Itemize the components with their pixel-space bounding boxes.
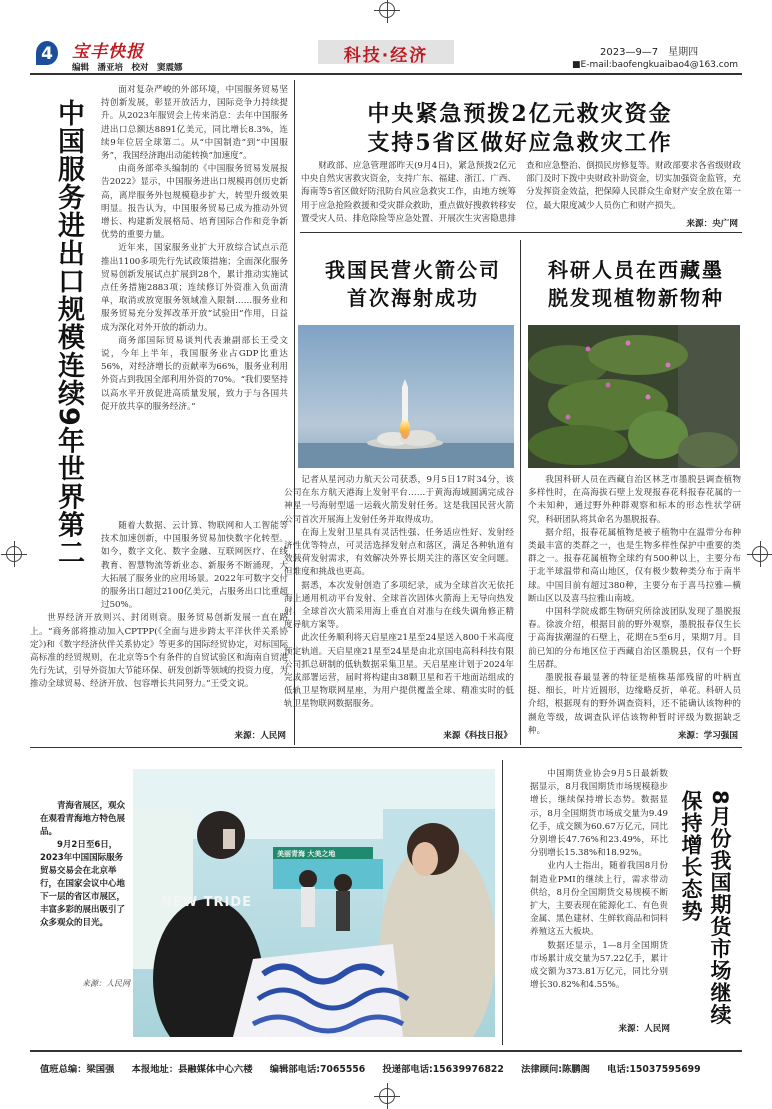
footer-item: 法律顾问:陈鹏阁 (521, 1064, 590, 1075)
registration-mark-bottom (379, 1088, 395, 1104)
footer-bar (40, 1061, 740, 1075)
section-title: 科技·经济 (343, 46, 429, 66)
caption-line: 9月2日至6日，2023年中国国际服务贸易交易会在北京举行，在国家会议中心地下一层的省区市展区，丰富多彩的展出吸引了众多观众的目光。 (40, 840, 126, 928)
futures-source: 来源：人民网 (618, 1024, 670, 1034)
page-number: 4 (41, 44, 53, 64)
editor-line: 编辑 潘亚培 校对 窦震娜 (72, 63, 183, 73)
rocket-paragraph: 记者从星河动力航天公司获悉，9月5日17时34分，该公司在东方航天港海上发射平台……于黄海海域圆满完成谷神星一号海射型遥一运载火箭发射任务。这是我国民营火箭公司首次开展海上发射任务并取得成功。 (284, 475, 514, 525)
futures-paragraph: 中国期货业协会9月5日最新数据显示，8月我国期货市场规模稳步增长，继续保持增长态势。数据显示，8月全国期货市场成交量为9.49亿手，成交额为60.67万亿元，同比分别增长47.76%和23.49%，环比分别增长15.38%和18.92%。 (530, 769, 668, 859)
booth-banner: 美丽青海 大美之地 (277, 850, 336, 858)
col1-source: 来源：人民网 (234, 731, 286, 741)
plant-photo (528, 325, 740, 468)
plant-body (528, 474, 741, 738)
plant-headline-2: 脱发现植物新物种 (548, 286, 724, 310)
rocket-launch-photo (298, 325, 514, 468)
shirt-text: NEW TRIDE (161, 895, 253, 910)
registration-mark-left (6, 546, 22, 562)
plant-paragraph: 我国科研人员在西藏自治区林芝市墨脱县调查植物多样性时，在高海拔石壁上发现报春花科报春花属的一个未知种，通过野外种群观察和标本的形态性状学研究，科研团队将其命名为墨脱报春。 (528, 475, 741, 525)
col1-body (101, 84, 288, 414)
footer-item: 值班总编：梁国强 (40, 1064, 115, 1075)
col1-paragraph: 商务部国际贸易谈判代表兼副部长王受文说，今年上半年，我国服务业占GDP比重达56%，对经济增长的贡献率为66%，服务业利用外资占到我国全部利用外资的70%。“我们要坚持以高水平开放促进高质量发展，致力于与各国共促开放共享的服务经济。” (101, 335, 288, 412)
top-story-paragraph: 财政部、应急管理部昨天(9月4日)，紧急预拨2亿元中央自然灾害救灾资金，支持广东、福建、浙江、广西、海南等5省区做好防汛防台风应急救灾工作，由地方统筹用于应急抢险救援和受灾群众救助，重点做好搜救转移安置受灾人员、排危除险等应急处置、开展次生灾害隐患排查和应急整治、倒损民房修复等。财政部要求各省级财政部门及时下拨中央财政补助资金，切实加强资金监管，充分发挥资金效益，把保障人民群众生命财产安全放在第一位，最大限度减少人员伤亡和财产损失。 (301, 161, 741, 224)
col1-paragraph: 随着大数据、云计算、物联网和人工智能等技术加速创新，中国服务贸易加快数字化转型。如今，数字文化、数字金融、互联网医疗、在线教育、智慧物流等新业态、新服务不断涌现，大大拓展了服务业的应用场景。2022年可数字交付的服务出口超过2100亿美元，占服务出口比重超过50%。 (101, 521, 288, 611)
section-rule (30, 747, 742, 748)
futures-paragraph: 业内人士指出，随着我国8月份制造业PMI的继续上行，需求带动供给，8月份全国期货交易规模不断扩大，主要表现在能源化工、有色贵金属、黑色建材、生鲜软商品和饲料养殖这五大板块。 (530, 861, 668, 938)
col1-paragraph: 近年来，国家服务业扩大开放综合试点示范推出1100多项先行先试政策措施；全面深化服务贸易创新发展试点扩展到28个，累计推动实施试点任务措施2883项；连续修订外资准入负面清单，取消或放宽服务领域准入限制……服务业和服务贸易充分发挥改革开放“试验田”作用，日益成为深化对外开放的新动力。 (101, 243, 288, 333)
rocket-headline-2: 首次海射成功 (347, 286, 479, 310)
rocket-paragraph: 在海上发射卫星具有灵活性强、任务适应性好、发射经济性优等特点，可灵活选择发射点和落区，满足各种轨道有效载荷发射需求，有效解决外界长期关注的落区安全问题。但难度和挑战也更高。 (284, 527, 514, 578)
footer-rule (30, 1050, 742, 1052)
rocket-headline-1: 我国民营火箭公司 (325, 258, 501, 282)
rocket-body (284, 474, 514, 712)
footer-item: 本报地址：县融媒体中心六楼 (131, 1064, 253, 1075)
footer-item: 电话:15037595699 (607, 1064, 701, 1075)
futures-body (530, 768, 668, 992)
rocket-paragraph: 此次任务顺利将天启星座21星至24星送入800千米高度预定轨道。天启星座21星至24星是由北京国电高科科技有限公司抓总研制的低轨数据采集卫星。天启星座计划于2024年完成部署运营，届时将构建由38颗卫星和若干地面站组成的低轨卫星物联网星座，为用户提供覆盖全球、精准实时的低轨卫星物联网数据服务。 (284, 633, 514, 710)
plant-paragraph: 墨脱报春最显著的特征是植株基部残留的叶柄直挺、细长，叶片近圆形，边缘略反折，单花。科研人员介绍，根据现有的野外调查资料，还不能确认该物种的濒危等级，故调查队评估该物种暂时评级为数据缺乏种。 (528, 673, 741, 736)
header-rule (30, 73, 742, 75)
photo-caption (40, 800, 130, 930)
issue-date: 2023—9—7 星期四 (600, 47, 699, 58)
section-rule (300, 232, 742, 233)
plant-source: 来源：学习强国 (677, 731, 738, 741)
column-divider (502, 760, 503, 1045)
contact-email: ■E-mail:baofengkuaibao4@163.com (572, 60, 738, 70)
top-story-headline-2: 支持5省区做好应急救灾工作 (367, 130, 673, 156)
footer-item: 编辑部电话:7065556 (269, 1064, 366, 1075)
futures-headline: 8月份我国期货市场继续保持增长态势 (679, 790, 732, 1026)
plant-paragraph: 据介绍，报春花属植物是被子植物中在温带分布种类最丰富的类群之一，也是生物多样性保护中重要的类群之一。报春花属植物全球约有500种以上，主要分布于北半球温带和高山地区，仅有极少数种类分布于南半球。中国目前有超过380种，主要分布于喜马拉雅—横断山区以及喜马拉雅山南坡。 (528, 527, 741, 604)
plant-paragraph: 中国科学院成都生物研究所徐波团队发现了墨脱报春。徐波介绍，根据目前的野外观察，墨脱报春仅生长于高海拔潮湿的石壁上，花期在5至6月，果期7月。目前已知的分布地区位于西藏自治区墨脱县，仅有一个野生居群。 (528, 607, 741, 670)
col1-paragraph: 由商务部牵头编制的《中国服务贸易发展报告2022》显示，中国服务进出口规模再创历史新高，离岸服务外包规模稳步扩大，转型升级效果明显。报告认为，中国服务贸易已成为推动外贸增长、构建新发展格局、培育国际合作和竞争新优势的重要力量。 (101, 164, 288, 241)
col1-paragraph: 世界经济开放则兴、封闭则衰。服务贸易创新发展一直在路上。“商务部将推动加入CPTPP(《全面与进步跨太平洋伙伴关系协定》)和《数字经济伙伴关系协定》等更多的国际经贸协定，对标国际高标准的经贸规则，在北京等5个有条件的自贸试验区和海南自贸港先行先试，引导外资加大节能环保、研发创新等领域的投资力度，为推动全球贸易、经济开放、包容增长共同努力。”王受文说。 (30, 613, 288, 690)
col1-headline: 中国服务进出口规模连续9年世界第二 (53, 99, 84, 567)
futures-paragraph: 数据还显示，1—8月全国期货市场累计成交量为57.22亿手，累计成交额为373.81万亿元，同比分别增长30.82%和4.55%。 (530, 940, 668, 991)
registration-mark-top (379, 2, 395, 18)
plant-headline-1: 科研人员在西藏墨 (548, 258, 724, 282)
top-story-source: 来源：央广网 (686, 219, 738, 229)
caption-line: 青海省展区，观众在观看青海地方特色展品。 (40, 801, 126, 837)
newspaper-logo: 宝丰快报 (72, 42, 144, 62)
rocket-paragraph: 据悉，本次发射创造了多项纪录，成为全球首次无依托海上通用机动平台发射、全球首次固体火箭海上无导向热发射、全球首次火箭采用海上垂直自对准与在线失调角修正精度导航方案等。 (284, 580, 514, 631)
col1-body-wide (30, 520, 288, 692)
plant-illustration (528, 325, 740, 468)
photo-caption-source: 来源：人民网 (82, 979, 130, 988)
rocket-launch-illustration (298, 325, 514, 468)
rocket-source: 来源《科技日报》 (443, 731, 512, 741)
col1-paragraph: 面对复杂严峻的外部环境，中国服务贸易坚持创新发展，彰显开放活力，国际竞争力持续提升。从2023年服贸会上传来消息：去年中国服务进出口总额达8891亿美元，同比增长8.3%，连续9年位居全球第二。从“中国制造”到“中国服务”，我国经济跑出动能转换“加速度”。 (101, 85, 288, 162)
top-story-headline-1: 中央紧急预拨2亿元救灾资金 (367, 101, 673, 127)
column-divider (520, 240, 521, 745)
expo-photo (133, 769, 495, 1037)
footer-item: 投递部电话:15639976822 (382, 1064, 504, 1075)
registration-mark-right (752, 546, 768, 562)
